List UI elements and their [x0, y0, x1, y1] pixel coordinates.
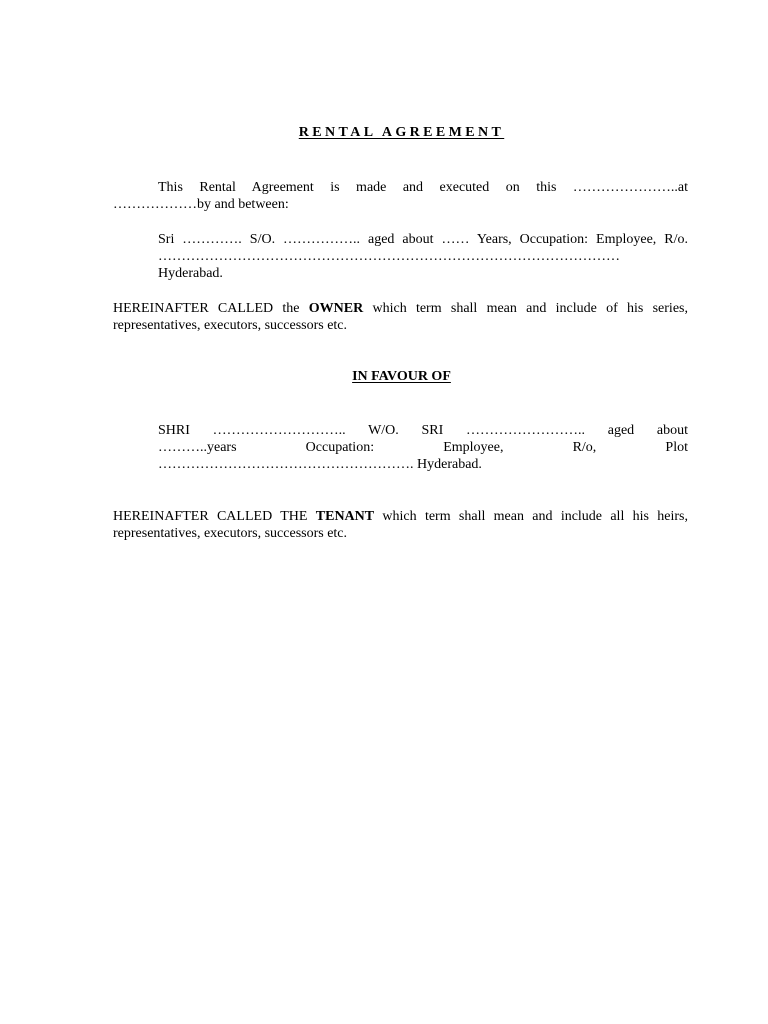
- tenant-clause-line-2: representatives, executors, successors etc.: [113, 526, 348, 541]
- owner-details: [158, 231, 688, 282]
- owner-clause-prefix: HEREINAFTER CALLED the: [113, 301, 309, 316]
- tenant-details-line-2: ………..years Occupation: Employee, R/o, Plot: [158, 440, 688, 455]
- owner-clause: [113, 300, 688, 334]
- owner-clause-line-1: [113, 300, 688, 317]
- document-title: RENTAL AGREEMENT: [298, 125, 505, 140]
- owner-clause-rest: which term shall mean and include of his series,: [363, 301, 688, 316]
- tenant-details: [158, 422, 688, 473]
- owner-details-line-1: Sri …………. S/O. …………….. aged about …… Years, Occupation: Employee, R/o.: [158, 232, 688, 247]
- owner-role-label: OWNER: [308, 301, 364, 316]
- tenant-details-line-1: SHRI ……………………….. W/O. SRI …………………….. aged about: [158, 423, 688, 438]
- tenant-clause-rest: which term shall mean and include all his heirs,: [374, 509, 688, 524]
- intro-paragraph: [113, 179, 688, 213]
- owner-details-line-2: ………………………………………………………………………………………: [158, 249, 620, 264]
- tenant-clause-prefix: HEREINAFTER CALLED THE: [113, 509, 316, 524]
- favour-heading: IN FAVOUR OF: [352, 369, 451, 384]
- owner-clause-line-2: representatives, executors, successors etc.: [113, 318, 348, 333]
- tenant-clause-line-1: [113, 508, 688, 525]
- intro-line-2: ………………by and between:: [113, 197, 289, 212]
- owner-details-line-3: Hyderabad.: [158, 266, 223, 281]
- tenant-role-label: TENANT: [315, 509, 375, 524]
- intro-line-1: This Rental Agreement is made and executed on this …………………..at: [158, 180, 688, 195]
- tenant-details-line-3: ………………………………………………. Hyderabad.: [158, 457, 482, 472]
- tenant-clause: [113, 508, 688, 542]
